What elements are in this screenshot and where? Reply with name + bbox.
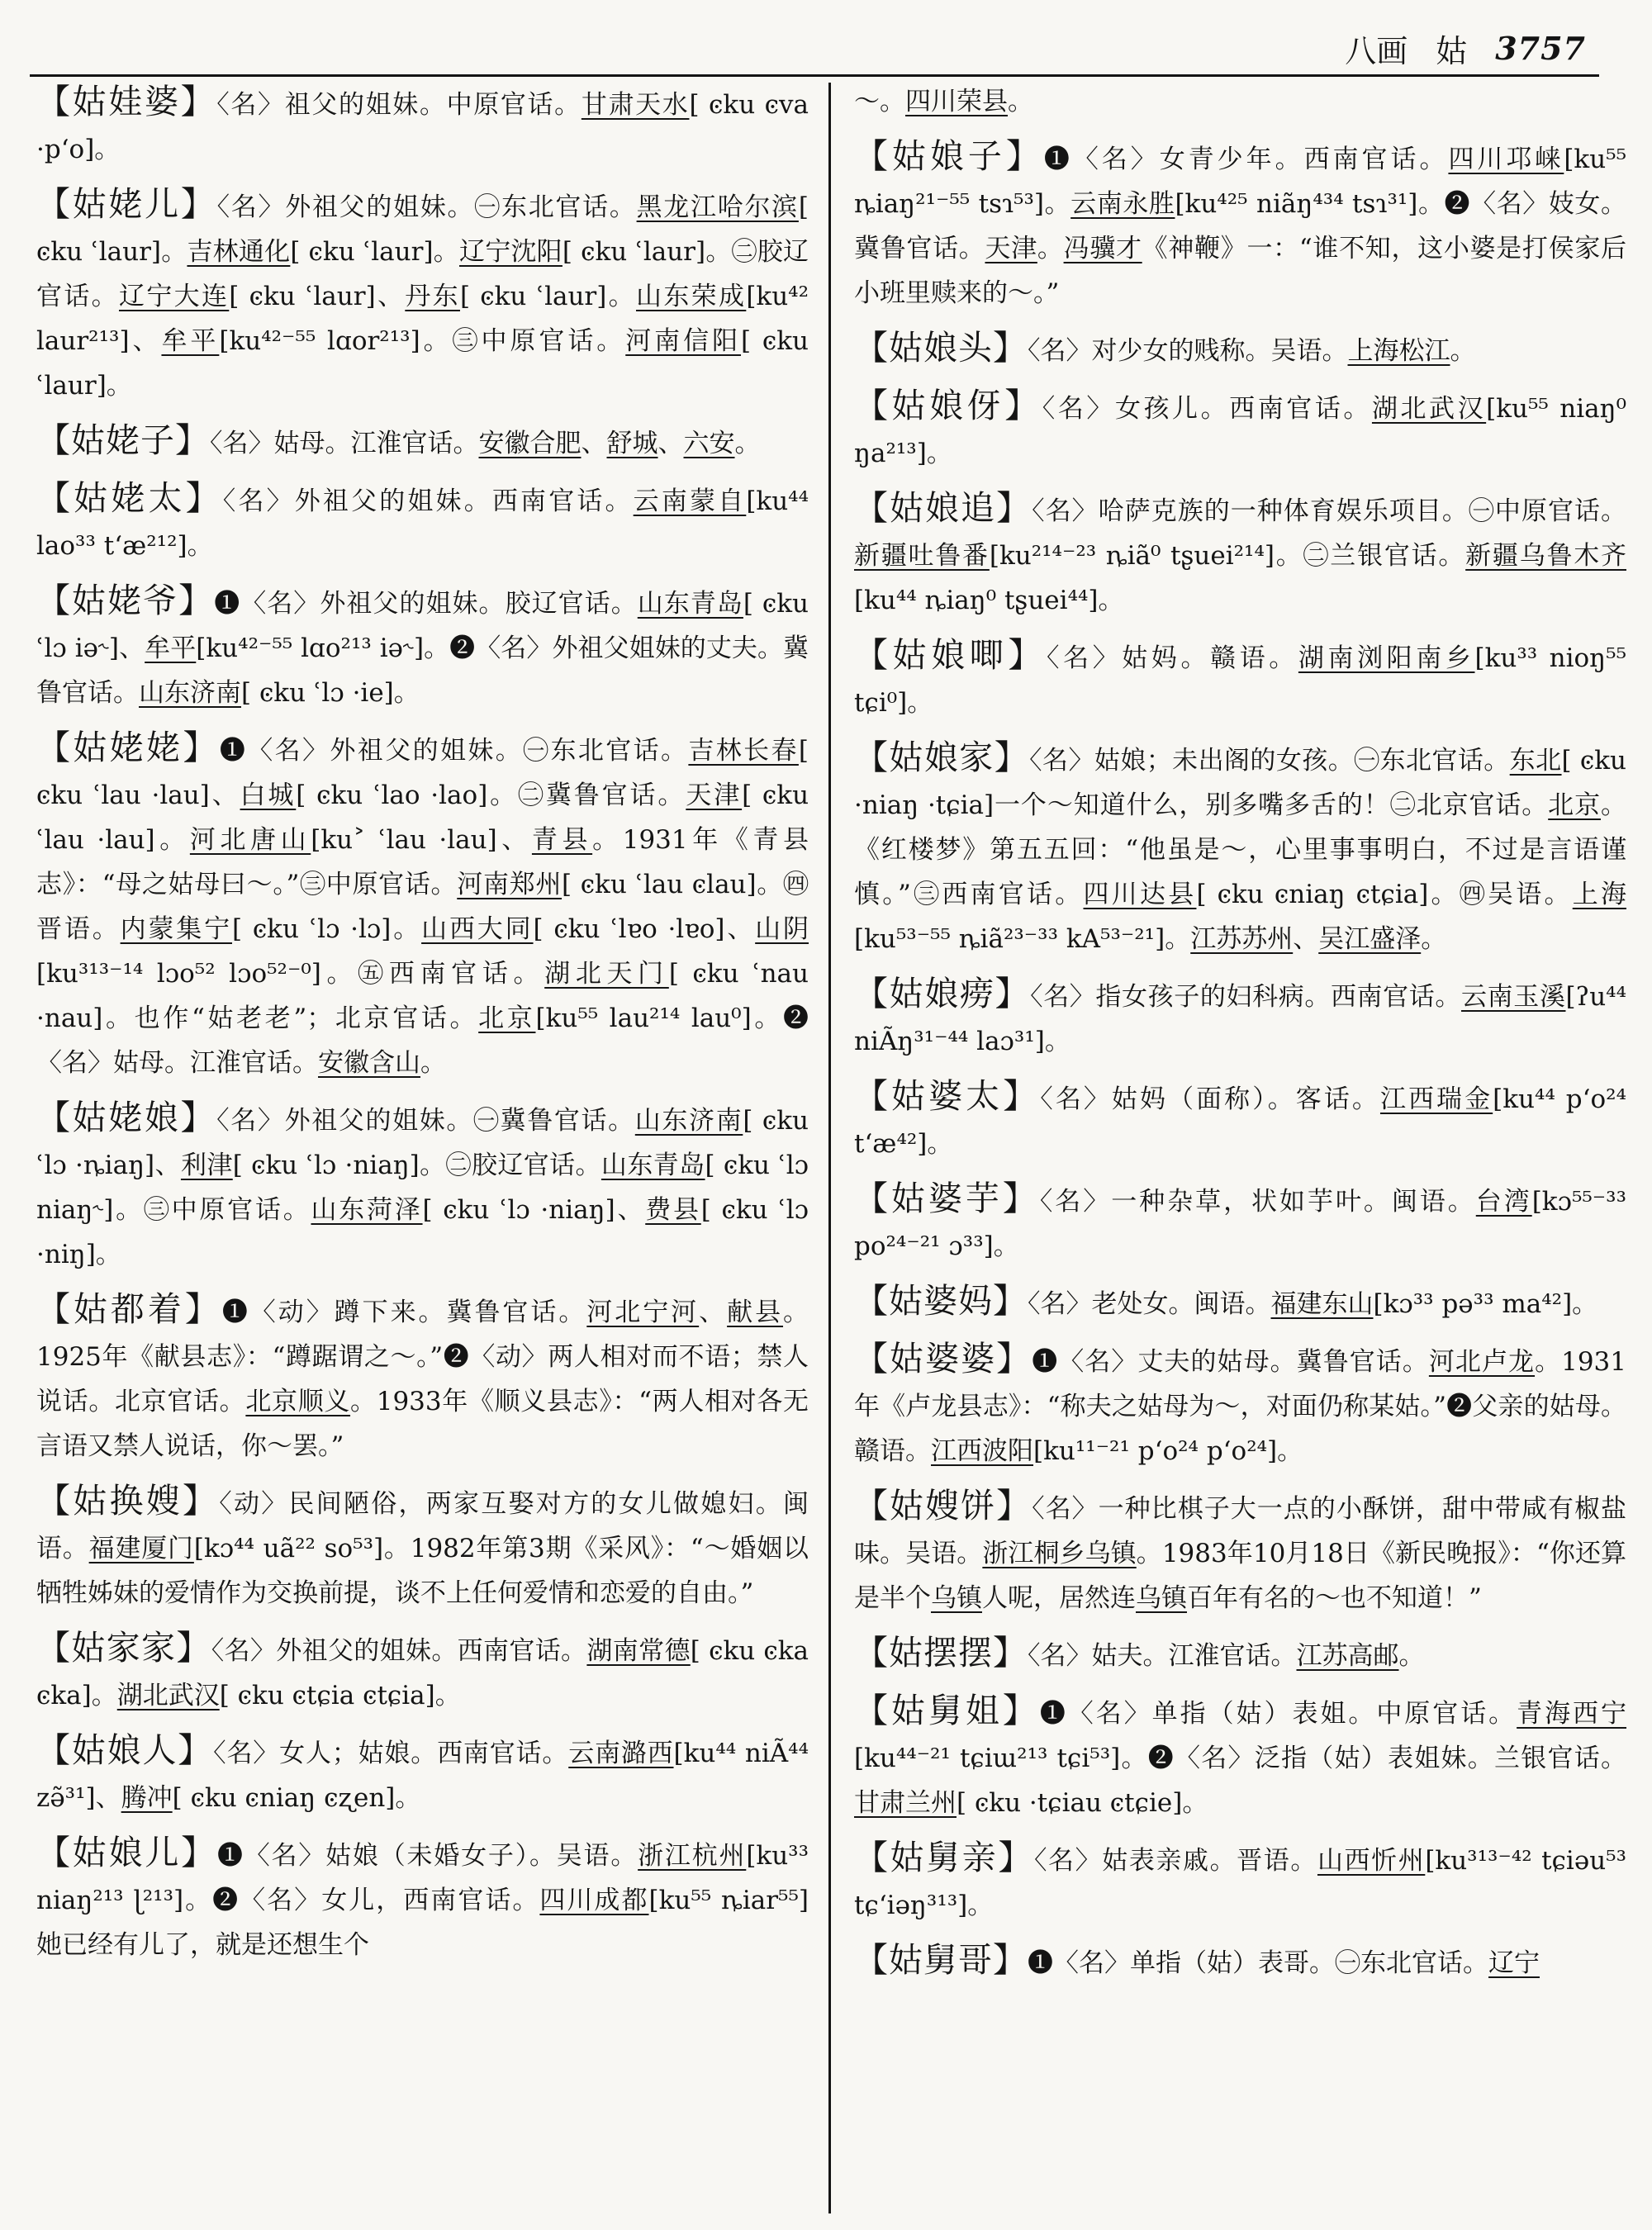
definition-text: [ ͼku ʿlɔ ·niaŋ]、 xyxy=(422,1195,646,1225)
headword: 【姑姥姥】 xyxy=(36,728,220,767)
place-name: 天津 xyxy=(985,234,1037,263)
place-name: 甘肃兰州 xyxy=(854,1788,957,1818)
definition-text: [ ͼku ͼniaŋ ͼtɕia]。㊃吴语。 xyxy=(1196,880,1573,909)
definition-text: [ku⁴² laur²¹³]、 xyxy=(36,282,809,356)
headword: 【姑娘儿】 xyxy=(36,1833,217,1872)
definition-text: 〈名〉指女孩子的妇科病。西南官话。 xyxy=(1030,982,1462,1012)
definition-text: [ ͼku ·tɕiau ͼtɕie]。 xyxy=(957,1788,1208,1818)
headword: 【姑换嫂】 xyxy=(36,1481,220,1521)
definition-text: 。 xyxy=(1450,336,1476,366)
place-name: 北京顺义 xyxy=(245,1387,351,1416)
place-name: 安徽含山 xyxy=(318,1048,420,1078)
dictionary-entry xyxy=(36,1287,809,1468)
definition-text: 〈动〉民间陋俗，两家互娶对方的女儿做媳妇。闽语。 xyxy=(36,1489,809,1563)
dictionary-entry xyxy=(36,182,809,408)
headword: 【姑都着】 xyxy=(36,1289,222,1329)
dictionary-entry xyxy=(854,735,1626,961)
definition-text: 。 xyxy=(420,1048,446,1078)
definition-text: ❶〈名〉单指（姑）表姐。中原官话。 xyxy=(1039,1699,1517,1729)
radical-label: 八画 xyxy=(1345,32,1408,69)
definition-text: [ku⁵⁵ ȵiaŋ²¹⁻⁵⁵ tsɿ⁵³]。 xyxy=(854,145,1627,219)
place-name: 云南玉溪 xyxy=(1461,982,1566,1012)
place-name: 河南信阳 xyxy=(625,326,742,356)
place-name: 献县 xyxy=(727,1298,784,1327)
dictionary-entry xyxy=(854,1630,1626,1678)
place-name: 山东青岛 xyxy=(637,589,743,619)
headword: 【姑舅亲】 xyxy=(854,1838,1034,1877)
place-name: 河南郑州 xyxy=(457,870,563,899)
headword: 【姑姥娘】 xyxy=(36,1098,217,1137)
headword: 【姑娘家】 xyxy=(854,738,1030,777)
dictionary-entry xyxy=(854,79,1626,124)
definition-text: [ku³¹³⁻¹⁴ lɔo⁵² lɔo⁵²⁻⁰]。㊄西南官话。 xyxy=(36,959,545,989)
headword: 【姑舅姐】 xyxy=(854,1691,1040,1730)
definition-text: [ ͼku ʿlɔ ·ie]。 xyxy=(241,678,420,708)
definition-text: [ku⁴⁴ lao³³ t‘æ²¹²]。 xyxy=(36,486,809,561)
definition-text: [ ͼku ʿlɔ iə˞]、 xyxy=(36,589,809,663)
headword: 【姑娘追】 xyxy=(854,488,1032,528)
place-name: 湖北天门 xyxy=(544,959,669,989)
definition-text: 〈名〉一种杂草，状如芋叶。闽语。 xyxy=(1039,1187,1476,1217)
dictionary-entry xyxy=(854,1938,1626,1986)
definition-text: [ ͼku ͼka ͼka]。 xyxy=(36,1636,809,1710)
place-name: 上海 xyxy=(1572,880,1626,909)
place-name: 北京 xyxy=(1548,790,1601,820)
place-name: 新疆乌鲁木齐 xyxy=(1465,541,1626,571)
definition-text: 、 xyxy=(1293,924,1319,954)
definition-text: [ku³¹³⁻⁴² tɕiəu⁵³ tɕ‘iəŋ³¹³]。 xyxy=(854,1846,1627,1920)
definition-text: [ ͼku ʿlau ·lau]。 xyxy=(36,780,809,855)
place-name: 山东菏泽 xyxy=(311,1195,423,1225)
definition-text: [ ͼku ·niaŋ ·tɕia]一个～知道什么，别多嘴多舌的！㊁北京官话。 xyxy=(854,746,1627,820)
dictionary-entry xyxy=(36,578,809,715)
definition-text: [ ͼku ʿnau ·nau]。也作“姑老老”；北京官话。 xyxy=(36,959,809,1033)
headword: 【姑娘痨】 xyxy=(854,974,1031,1013)
definition-text: 《神鞭》一：“谁不知，这小婆是打侯家后小班里赎来的～。” xyxy=(854,234,1627,308)
definition-text: 〈名〉女孩儿。西南官话。 xyxy=(1042,394,1372,424)
definition-text: [ ͼku ʿlɐo ·lɐo]、 xyxy=(533,914,756,944)
left-column xyxy=(36,79,809,1977)
definition-text: [ ͼku ʿlaur]。 xyxy=(459,282,637,311)
place-name: 乌镇 xyxy=(1136,1583,1187,1613)
dictionary-entry xyxy=(854,1835,1626,1928)
definition-text: [kɔ³³ pə³³ ma⁴²]。 xyxy=(1373,1289,1598,1319)
headword: 【姑摆摆】 xyxy=(854,1633,1028,1672)
place-name: 青海西宁 xyxy=(1517,1699,1627,1729)
place-name: 四川成都 xyxy=(539,1886,649,1915)
place-name: 吉林长春 xyxy=(688,736,799,766)
definition-text: ❶〈名〉姑娘（未婚女子）。吴语。 xyxy=(216,1841,638,1871)
place-name: 云南蒙自 xyxy=(633,486,747,516)
dictionary-entry xyxy=(854,134,1626,316)
place-name: 北京 xyxy=(478,1004,536,1033)
place-name: 上海松江 xyxy=(1347,336,1450,366)
place-name: 福建东山 xyxy=(1270,1289,1374,1319)
place-name: 内蒙集宁 xyxy=(120,914,233,944)
place-name: 牟平 xyxy=(145,633,197,663)
definition-text: [ku⁴⁴ ȵiaŋ⁰ tʂuei⁴⁴]。 xyxy=(854,586,1124,615)
definition-text: ❶〈名〉丈夫的姑母。冀鲁官话。 xyxy=(1032,1347,1429,1377)
place-name: 山东青岛 xyxy=(601,1151,705,1180)
headword: 【姑娘头】 xyxy=(854,328,1028,368)
place-name: 舒城 xyxy=(606,429,658,458)
definition-text: 〈名〉一种比棋子大一点的小酥饼，甜中带咸有椒盐味。吴语。 xyxy=(854,1494,1626,1568)
definition-text: ❶〈名〉外祖父的姐妹。㊀东北官话。 xyxy=(219,736,689,766)
definition-text: 、 xyxy=(657,429,684,458)
dictionary-entry xyxy=(854,1279,1626,1326)
place-name: 河北唐山 xyxy=(189,825,311,855)
place-name: 青县 xyxy=(531,825,593,855)
place-name: 辽宁 xyxy=(1488,1948,1540,1978)
place-name: 浙江桐乡乌镇 xyxy=(982,1539,1137,1568)
dictionary-entry xyxy=(854,1688,1626,1825)
definition-text: [ku˃ ʿlau ·lau]、 xyxy=(311,825,532,855)
place-name: 牟平 xyxy=(161,326,220,356)
dictionary-entry xyxy=(36,1478,809,1616)
definition-text: 〈名〉哈萨克族的一种体育娱乐项目。㊀中原官话。 xyxy=(1032,496,1626,526)
definition-text: [ ͼku ʿlaur]。 xyxy=(290,237,459,267)
headword: 【姑婆太】 xyxy=(854,1076,1041,1116)
headword: 【姑姥子】 xyxy=(36,420,210,460)
definition-text: [ ͼku ʿlaur]。㊁胶辽官话。 xyxy=(36,237,809,311)
dictionary-entry xyxy=(36,1728,809,1820)
definition-text: [ ͼku ʿlɔ ·niŋ]。 xyxy=(36,1195,809,1269)
definition-text: 。 xyxy=(734,429,761,458)
place-name: 丹东 xyxy=(405,282,460,311)
place-name: 乌镇 xyxy=(931,1583,982,1613)
right-column xyxy=(854,79,1626,1995)
dictionary-entry xyxy=(854,1176,1626,1269)
definition-text: [ku²¹⁴⁻²³ ȵiã⁰ tʂuei²¹⁴]。㊁兰银官话。 xyxy=(989,541,1466,571)
definition-text: 。 xyxy=(1008,87,1033,116)
headword: 【姑婆婆】 xyxy=(854,1339,1032,1378)
definition-text: [ku⁵⁵ niaŋ⁰ ŋa²¹³]。 xyxy=(854,394,1627,468)
place-name: 东北 xyxy=(1509,746,1562,776)
definition-text: ❶〈动〉蹲下来。冀鲁官话。 xyxy=(221,1298,587,1327)
place-name: 湖南浏阳南乡 xyxy=(1298,643,1475,673)
definition-text: [ ͼku ʿlaur]。 xyxy=(36,192,809,267)
place-name: 利津 xyxy=(180,1151,233,1180)
definition-text: ～。 xyxy=(854,87,905,116)
definition-text: ❶〈名〉外祖父的姐妹。胶辽官话。 xyxy=(214,589,638,619)
dictionary-entry xyxy=(854,633,1626,725)
headword: 【姑舅哥】 xyxy=(854,1940,1028,1980)
definition-text: [kɔ⁴⁴ uã²² so⁵³]。1982年第3期《采风》：“～婚姻以牺牲姊妹的爱情作为交换前提，谈不上任何爱情和恋爱的自由。” xyxy=(36,1534,809,1608)
definition-text: [kɔ⁵⁵⁻³³ po²⁴⁻²¹ ɔ³³]。 xyxy=(854,1187,1627,1261)
place-name: 福建厦门 xyxy=(88,1534,194,1563)
definition-text: 。1933年《顺义县志》：“两人相对各无言语又禁人说话，你～罢。” xyxy=(36,1387,809,1461)
headword: 【姑娃婆】 xyxy=(36,82,217,121)
definition-text: 。1925年《献县志》：“蹲踞谓之～。”❷〈动〉两人相对而不语；禁人说话。北京官话。 xyxy=(36,1298,809,1416)
definition-text: 〈名〉姑妈。赣语。 xyxy=(1047,643,1298,673)
definition-text: [ ͼku ʿlaur]、 xyxy=(229,282,406,311)
place-name: 吴江盛泽 xyxy=(1318,924,1422,954)
place-name: 六安 xyxy=(683,429,735,458)
definition-text: [ ͼku ͼniaŋ ͼʐen]。 xyxy=(172,1783,421,1813)
place-name: 四川达县 xyxy=(1083,880,1197,909)
definition-text: [ku⁴²⁻⁵⁵ lɑo²¹³ iə˞]。❷〈名〉外祖父姐妹的丈夫。冀鲁官话。 xyxy=(36,633,809,708)
dictionary-entry xyxy=(36,79,809,172)
definition-text: [ ͼku ʿlau ͼlau]。㊃晋语。 xyxy=(36,870,809,944)
definition-text: [ ͼku ʿlao ·lao]。㊁冀鲁官话。 xyxy=(296,780,686,810)
dictionary-entry xyxy=(854,486,1626,623)
definition-text: 〈名〉姑娘；未出阁的女孩。㊀东北官话。 xyxy=(1029,746,1510,776)
place-name: 新疆吐鲁番 xyxy=(854,541,990,571)
definition-text: [ku⁵⁵ lau²¹⁴ lau⁰]。❷〈名〉姑母。江淮官话。 xyxy=(36,1004,809,1078)
definition-text: ❶〈名〉女青少年。西南官话。 xyxy=(1043,145,1449,174)
dictionary-entry xyxy=(854,971,1626,1064)
definition-text: 。1983年10月18日《新民晚报》：“你还算是半个 xyxy=(854,1539,1627,1613)
place-name: 云南潞西 xyxy=(568,1739,674,1768)
definition-text: 〈名〉老处女。闽语。 xyxy=(1028,1289,1271,1319)
definition-text: 〈名〉姑妈（面称）。客话。 xyxy=(1040,1084,1380,1114)
headword: 【姑娘唧】 xyxy=(854,635,1047,675)
definition-text: 人呢，居然连 xyxy=(982,1583,1136,1613)
place-name: 吉林通化 xyxy=(187,237,291,267)
place-name: 黑龙江哈尔滨 xyxy=(636,192,799,222)
headword: 【姑嫂饼】 xyxy=(854,1486,1032,1525)
place-name: 甘肃天水 xyxy=(581,90,690,120)
place-name: 台湾 xyxy=(1475,1187,1532,1217)
definition-text: 〈名〉女人；姑娘。西南官话。 xyxy=(213,1739,569,1768)
definition-text: [ ͼku ʿlaur]。 xyxy=(36,326,809,401)
definition-text: 、 xyxy=(699,1298,728,1327)
dictionary-entry xyxy=(36,725,809,1085)
place-name: 江西瑞金 xyxy=(1379,1084,1493,1114)
place-name: 江西波阳 xyxy=(931,1436,1033,1466)
definition-text: ❶〈名〉单指（姑）表哥。㊀东北官话。 xyxy=(1028,1948,1488,1978)
definition-text: [ku⁴⁴⁻²¹ tɕiɯ²¹³ tɕi⁵³]。❷〈名〉泛指（姑）表姐妹。兰银官话。 xyxy=(854,1744,1626,1773)
headword: 【姑家家】 xyxy=(36,1628,211,1668)
place-name: 辽宁大连 xyxy=(118,282,230,311)
page-header xyxy=(1305,23,1586,73)
definition-text: 〈名〉外祖父的姐妹。㊀冀鲁官话。 xyxy=(216,1106,635,1136)
definition-text: 〈名〉外祖父的姐妹。西南官话。 xyxy=(222,486,634,516)
definition-text: [ku⁴²⁵ niãŋ⁴³⁴ tsɿ³¹]。❷〈名〉妓女。冀鲁官话。 xyxy=(854,189,1626,263)
definition-text: [ku⁵⁵ ȵiar⁵⁵] 她已经有儿了，就是还想生个 xyxy=(36,1886,809,1960)
place-name: 山西大同 xyxy=(421,914,534,944)
headword: 【姑姥太】 xyxy=(36,478,223,518)
definition-text: [ ͼku ʿlɔ ·lɔ]。 xyxy=(232,914,422,944)
headword: 【姑娘伢】 xyxy=(854,386,1042,425)
dictionary-entry xyxy=(36,1830,809,1967)
headword: 【姑姥爷】 xyxy=(36,581,215,620)
headword: 【姑娘人】 xyxy=(36,1730,214,1770)
definition-text: [ ͼku ʿlɔ niaŋ˞]。㊂中原官话。 xyxy=(36,1151,809,1225)
place-name: 江苏苏州 xyxy=(1190,924,1294,954)
definition-text: [ ͼku ͼva ·p‘o]。 xyxy=(36,90,809,164)
definition-text: 。 xyxy=(1037,234,1064,263)
definition-text: 。1931年《青县志》：“母之姑母曰～。”㊂中原官话。 xyxy=(36,825,809,899)
definition-text: [ ͼku ͼtɕia ͼtɕia]。 xyxy=(219,1681,461,1710)
place-name: 浙江杭州 xyxy=(638,1841,747,1871)
place-name: 山东济南 xyxy=(139,678,241,708)
definition-text: [ku¹¹⁻²¹ p‘o²⁴ p‘o²⁴]。 xyxy=(1033,1436,1303,1466)
definition-text: [ku⁴⁴ niÃ⁴⁴ zə̃³¹]、 xyxy=(36,1739,809,1813)
dictionary-entry xyxy=(854,383,1626,476)
definition-text: 〈名〉外祖父的姐妹。西南官话。 xyxy=(211,1636,587,1666)
place-name: 山西忻州 xyxy=(1317,1846,1426,1876)
place-name: 山东荣成 xyxy=(636,282,747,311)
dictionary-entry xyxy=(36,418,809,466)
dictionary-entry xyxy=(854,1336,1626,1473)
place-name: 腾冲 xyxy=(121,1783,173,1813)
place-name: 冯骥才 xyxy=(1063,234,1142,263)
definition-text: [ ͼku ʿlɔ ·ȵiaŋ]、 xyxy=(36,1106,809,1180)
header-character: 姑 xyxy=(1436,32,1468,69)
definition-text: 、 xyxy=(581,429,607,458)
definition-text: [ ͼku ʿlɔ ·niaŋ]。㊁胶辽官话。 xyxy=(232,1151,601,1180)
place-name: 湖北武汉 xyxy=(1371,394,1487,424)
header-rule xyxy=(30,74,1599,77)
place-name: 云南永胜 xyxy=(1070,189,1175,219)
place-name: 河北宁河 xyxy=(586,1298,700,1327)
place-name: 天津 xyxy=(686,780,743,810)
definition-text: 〈名〉外祖父的姐妹。㊀东北官话。 xyxy=(216,192,637,222)
dictionary-entry xyxy=(854,1074,1626,1166)
definition-text: 。 xyxy=(1398,1641,1425,1671)
place-name: 费县 xyxy=(645,1195,701,1225)
headword: 【姑娘子】 xyxy=(854,136,1044,176)
definition-text: [ku³³ niaŋ²¹³ ɭ²¹³]。❷〈名〉女儿，西南官话。 xyxy=(36,1841,809,1915)
dictionary-entry xyxy=(36,1625,809,1718)
definition-text: 〈名〉姑表亲戚。晋语。 xyxy=(1033,1846,1317,1876)
definition-text: 〈名〉对少女的贱称。吴语。 xyxy=(1028,336,1348,366)
definition-text: [ʔu⁴⁴ niÃŋ³¹⁻⁴⁴ laɔ³¹]。 xyxy=(854,982,1627,1056)
definition-text: [ku³³ nioŋ⁵⁵ tɕi⁰]。 xyxy=(854,643,1626,718)
definition-text: 。《红楼梦》第五五回：“他虽是～，心里事事明白，不过是言语谨慎。”㊂西南官话。 xyxy=(854,790,1626,909)
definition-text: [ku⁵³⁻⁵⁵ ȵiã²³⁻³³ kA⁵³⁻²¹]。 xyxy=(854,924,1191,954)
definition-text: [ku⁴⁴ p‘o²⁴ t‘æ⁴²]。 xyxy=(854,1084,1626,1159)
headword: 【姑姥儿】 xyxy=(36,184,217,224)
column-divider xyxy=(828,83,831,2213)
definition-text: 。1931年《卢龙县志》：“称夫之姑母为～，对面仍称某姑。”❷父亲的姑母。赣语。 xyxy=(854,1347,1626,1466)
headword: 【姑婆妈】 xyxy=(854,1281,1028,1321)
place-name: 湖南常德 xyxy=(586,1636,691,1666)
page-number: 3757 xyxy=(1495,29,1586,67)
definition-text: 〈名〉姑夫。江淮官话。 xyxy=(1028,1641,1297,1671)
dictionary-entry xyxy=(854,1483,1626,1620)
place-name: 山东济南 xyxy=(634,1106,743,1136)
place-name: 四川荣县 xyxy=(905,87,1008,116)
definition-text: 〈名〉祖父的姐妹。中原官话。 xyxy=(216,90,582,120)
definition-text: [ ͼku ʿlau ·lau]、 xyxy=(36,736,809,810)
place-name: 山阴 xyxy=(755,914,809,944)
dictionary-entry xyxy=(854,325,1626,373)
dictionary-entry xyxy=(36,1095,809,1277)
dictionary-entry xyxy=(36,476,809,568)
headword: 【姑婆芋】 xyxy=(854,1179,1040,1218)
place-name: 辽宁沈阳 xyxy=(459,237,563,267)
definition-text: [ku⁴²⁻⁵⁵ lɑor²¹³]。㊂中原官话。 xyxy=(219,326,626,356)
definition-text: 〈名〉姑母。江淮官话。 xyxy=(210,429,479,458)
place-name: 河北卢龙 xyxy=(1428,1347,1536,1377)
place-name: 江苏高邮 xyxy=(1296,1641,1399,1671)
definition-text: 。 xyxy=(1421,924,1447,954)
place-name: 四川邛崃 xyxy=(1448,145,1564,174)
place-name: 安徽合肥 xyxy=(478,429,582,458)
place-name: 白城 xyxy=(240,780,297,810)
definition-text: 百年有名的～也不知道！” xyxy=(1187,1583,1482,1613)
place-name: 湖北武汉 xyxy=(116,1681,220,1710)
